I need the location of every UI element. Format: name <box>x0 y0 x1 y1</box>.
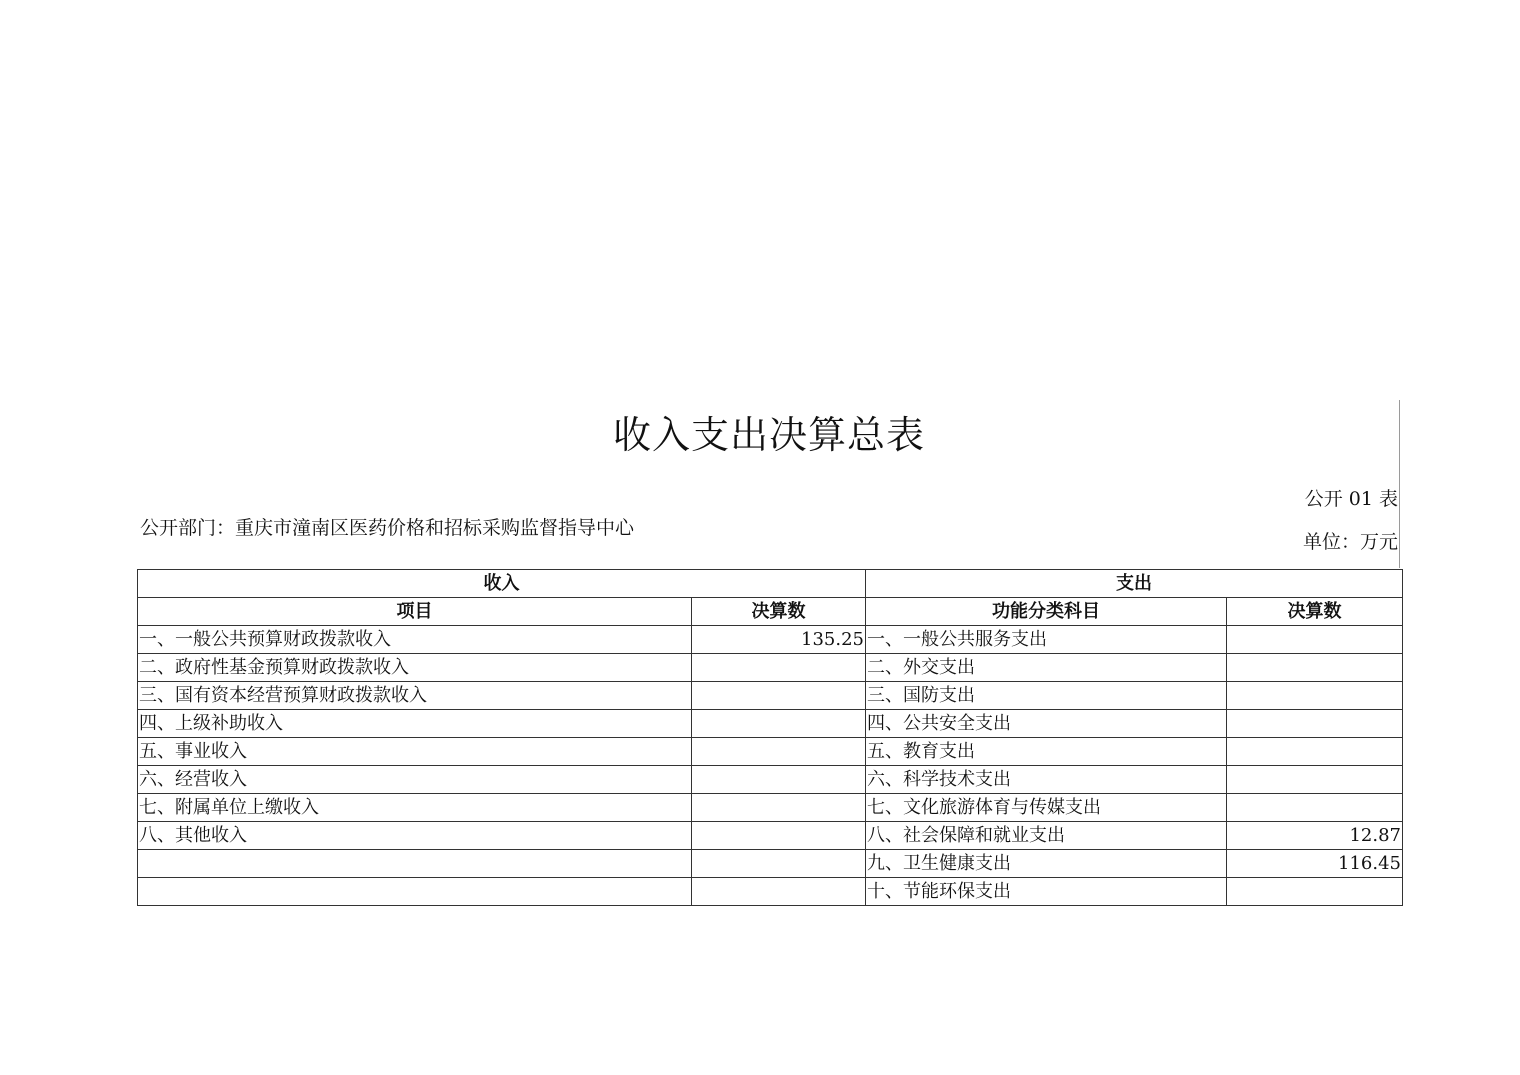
expense-amount-cell: 116.45 <box>1227 850 1403 878</box>
income-item-cell: 五、事业收入 <box>138 738 692 766</box>
table-row <box>138 710 1403 738</box>
income-amount-cell <box>692 794 866 822</box>
income-item-cell: 八、其他收入 <box>138 822 692 850</box>
unit-label: 单位：万元 <box>1302 531 1398 553</box>
expense-item-cell: 二、外交支出 <box>866 654 1227 682</box>
table-row <box>138 682 1403 710</box>
table-column-header-row <box>138 598 1403 626</box>
income-item-cell: 七、附属单位上缴收入 <box>138 794 692 822</box>
expense-amount-cell <box>1227 794 1403 822</box>
income-amount-cell <box>692 654 866 682</box>
income-item-cell <box>138 878 692 906</box>
form-number: 公开 01 表 <box>1304 488 1398 510</box>
income-item-cell: 二、政府性基金预算财政拨款收入 <box>138 654 692 682</box>
expense-group-header: 支出 <box>866 570 1403 598</box>
table-row <box>138 878 1403 906</box>
expense-item-cell: 十、节能环保支出 <box>866 878 1227 906</box>
table-row <box>138 850 1403 878</box>
income-expense-table <box>137 569 1403 906</box>
income-amount-cell <box>692 766 866 794</box>
expense-item-cell: 六、科学技术支出 <box>866 766 1227 794</box>
table-row <box>138 654 1403 682</box>
expense-item-cell: 三、国防支出 <box>866 682 1227 710</box>
expense-item-cell: 五、教育支出 <box>866 738 1227 766</box>
expense-amount-cell <box>1227 878 1403 906</box>
income-amount-cell: 135.25 <box>692 626 866 654</box>
income-item-cell: 一、一般公共预算财政拨款收入 <box>138 626 692 654</box>
column-header-function: 功能分类科目 <box>866 598 1227 626</box>
expense-item-cell: 八、社会保障和就业支出 <box>866 822 1227 850</box>
column-header-expense-amount: 决算数 <box>1227 598 1403 626</box>
expense-amount-cell <box>1227 654 1403 682</box>
expense-item-cell: 七、文化旅游体育与传媒支出 <box>866 794 1227 822</box>
table-row <box>138 626 1403 654</box>
income-item-cell: 三、国有资本经营预算财政拨款收入 <box>138 682 692 710</box>
column-header-income-amount: 决算数 <box>692 598 866 626</box>
income-amount-cell <box>692 738 866 766</box>
table-group-header-row <box>138 570 1403 598</box>
expense-amount-cell <box>1227 766 1403 794</box>
expense-amount-cell <box>1227 710 1403 738</box>
income-amount-cell <box>692 710 866 738</box>
table-row <box>138 766 1403 794</box>
income-group-header: 收入 <box>138 570 866 598</box>
income-amount-cell <box>692 850 866 878</box>
income-item-cell <box>138 850 692 878</box>
expense-item-cell: 九、卫生健康支出 <box>866 850 1227 878</box>
column-header-item: 项目 <box>138 598 692 626</box>
department-label: 公开部门：重庆市潼南区医药价格和招标采购监督指导中心 <box>140 517 635 539</box>
expense-amount-cell <box>1227 738 1403 766</box>
expense-item-cell: 一、一般公共服务支出 <box>866 626 1227 654</box>
expense-amount-cell <box>1227 682 1403 710</box>
table-row <box>138 822 1403 850</box>
expense-amount-cell: 12.87 <box>1227 822 1403 850</box>
income-amount-cell <box>692 878 866 906</box>
table-row <box>138 794 1403 822</box>
income-amount-cell <box>692 682 866 710</box>
income-amount-cell <box>692 822 866 850</box>
income-item-cell: 六、经营收入 <box>138 766 692 794</box>
income-item-cell: 四、上级补助收入 <box>138 710 692 738</box>
expense-item-cell: 四、公共安全支出 <box>866 710 1227 738</box>
page-title: 收入支出决算总表 <box>612 413 925 457</box>
table-row <box>138 738 1403 766</box>
expense-amount-cell <box>1227 626 1403 654</box>
